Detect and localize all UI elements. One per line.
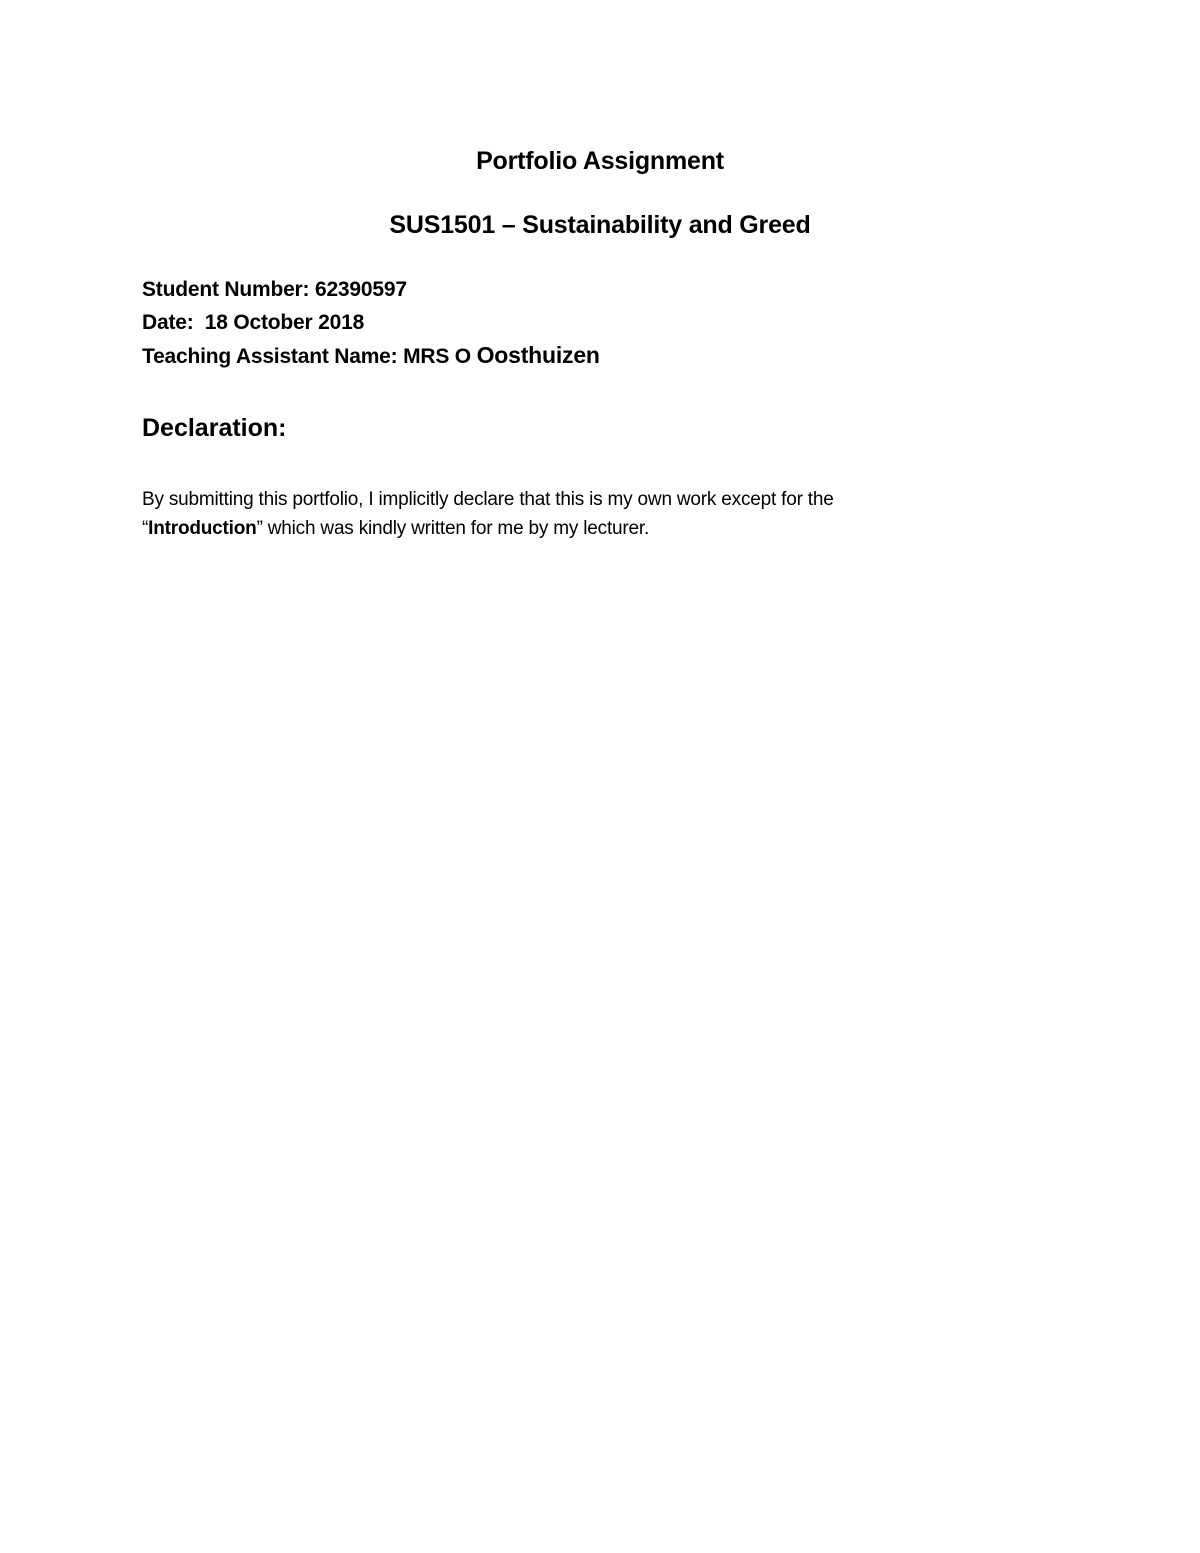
student-number-label: Student Number:	[142, 278, 310, 301]
date-value: 18 October 2018	[204, 310, 365, 334]
teaching-assistant-line	[142, 339, 600, 374]
declaration-paragraph	[142, 485, 1042, 543]
teaching-assistant-surname: Oosthuizen	[476, 342, 600, 368]
course-title: SUS1501 – Sustainability and Greed	[389, 211, 811, 239]
student-details	[142, 274, 600, 374]
student-number-line	[142, 274, 600, 307]
teaching-assistant-label: Teaching Assistant Name:	[142, 345, 398, 368]
date-label: Date:	[142, 310, 194, 334]
declaration-heading: Declaration:	[142, 414, 287, 442]
document-title: Portfolio Assignment	[476, 147, 724, 175]
declaration-text-end: ” which was kindly written for me by my lecturer.	[256, 518, 650, 539]
declaration-open-quote: “	[142, 518, 149, 539]
declaration-text-start: By submitting this portfolio, I implicitly declare that this is my own work except for the	[142, 489, 834, 510]
date-line	[142, 307, 600, 340]
declaration-introduction: Introduction	[148, 518, 257, 539]
teaching-assistant-prefix: MRS O	[403, 345, 471, 368]
student-number-value: 62390597	[314, 278, 407, 301]
